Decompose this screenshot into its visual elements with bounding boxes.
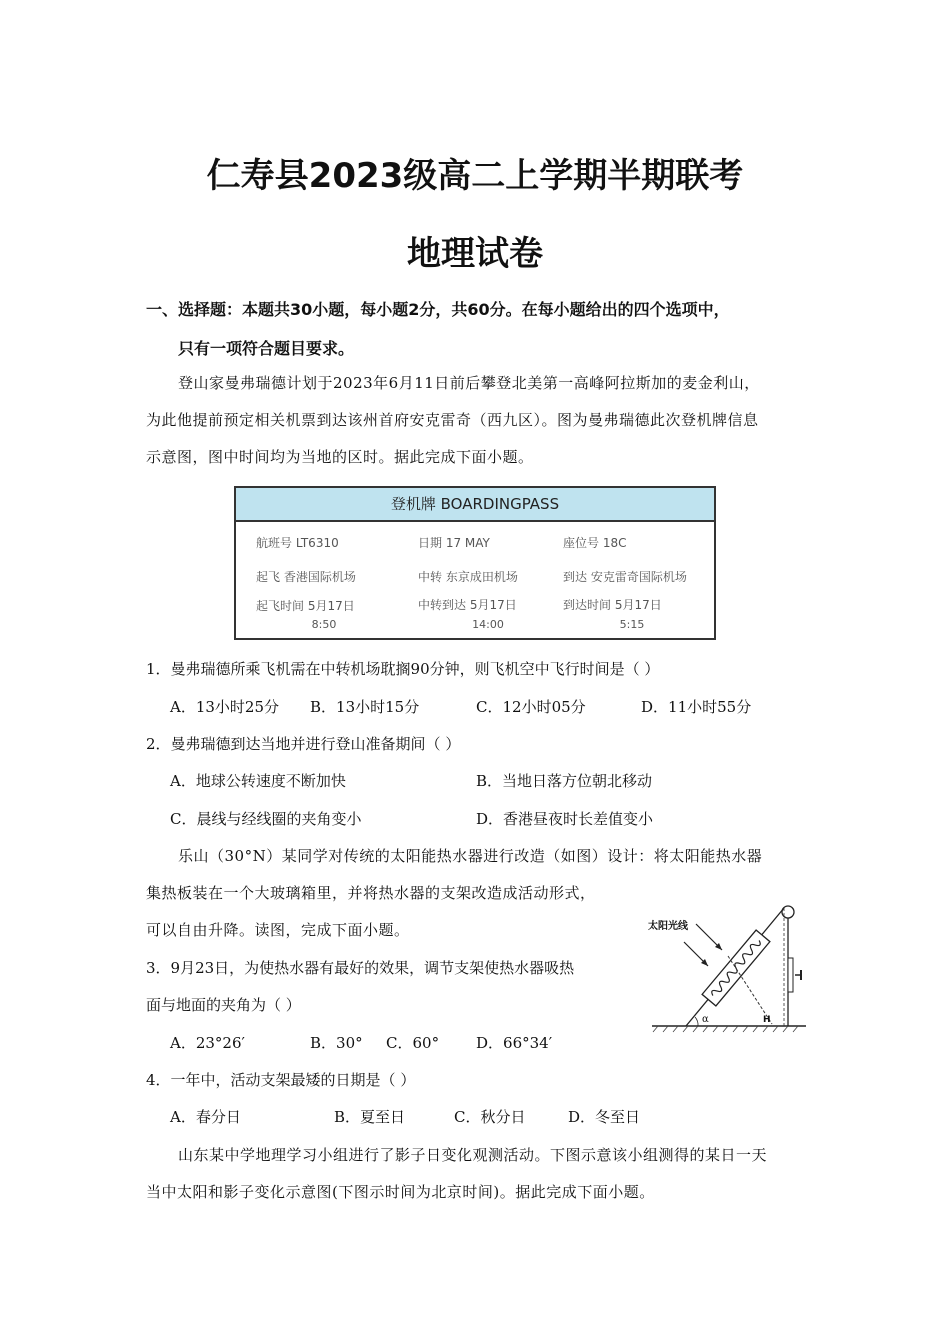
q1-option-d: D．11小时55分 — [641, 698, 752, 716]
passage1-line3: 示意图，图中时间均为当地的区时。据此完成下面小题。 — [146, 448, 534, 466]
depart-time: 8:50 — [311, 618, 337, 631]
depart-place: 起飞 香港国际机场 — [256, 570, 356, 584]
q2-stem: 2．曼弗瑞德到达当地并进行登山准备期间（ ） — [146, 735, 461, 753]
alpha-label: α — [702, 1014, 709, 1025]
exam-subtitle: 地理试卷 — [407, 234, 543, 274]
q2-option-d: D．香港昼夜时长差值变小 — [476, 810, 654, 828]
flight-number: 航班号 LT6310 — [256, 536, 339, 550]
solar-heater-diagram — [644, 898, 814, 1033]
section-heading-cont: 只有一项符合题目要求。 — [178, 339, 355, 358]
q3-stem-line2: 面与地面的夹角为（ ） — [146, 996, 301, 1014]
passage2-line3: 可以自由升降。读图，完成下面小题。 — [146, 921, 410, 939]
sun-ray-label: 太阳光线 — [648, 921, 688, 932]
passage1-line1: 登山家曼弗瑞德计划于2023年6月11日前后攀登北美第一高峰阿拉斯加的麦金利山， — [178, 374, 760, 392]
q4-option-c: C．秋分日 — [454, 1108, 526, 1126]
passage3-line1: 山东某中学地理学习小组进行了影子日变化观测活动。下图示意该小组测得的某日一天 — [178, 1146, 768, 1164]
q3-option-b: B．30° — [310, 1034, 363, 1052]
q1-option-c: C．12小时05分 — [476, 698, 586, 716]
transfer-time: 14:00 — [472, 618, 504, 631]
q4-option-d: D．冬至日 — [568, 1108, 641, 1126]
transfer-time-label: 中转到达 5月17日 — [418, 598, 517, 612]
passage2-line2: 集热板装在一个大玻璃箱里，并将热水器的支架改造成活动形式， — [146, 884, 596, 902]
arrive-time-label: 到达时间 5月17日 — [563, 598, 662, 612]
boarding-pass-figure — [234, 486, 716, 640]
flight-date: 日期 17 MAY — [418, 536, 490, 550]
q2-option-b: B．当地日落方位朝北移动 — [476, 772, 653, 790]
h-label: H — [763, 1015, 771, 1025]
seat-number: 座位号 18C — [563, 536, 627, 550]
q1-option-a: A．13小时25分 — [170, 698, 280, 716]
q3-stem-line1: 3．9月23日，为使热水器有最好的效果，调节支架使热水器吸热 — [146, 959, 575, 977]
q2-option-c: C．晨线与经线圈的夹角变小 — [170, 810, 362, 828]
boarding-pass-header: 登机牌 BOARDINGPASS — [236, 488, 714, 522]
q1-stem: 1．曼弗瑞德所乘飞机需在中转机场耽搁90分钟，则飞机空中飞行时间是（ ） — [146, 660, 660, 678]
q3-option-d: D．66°34′ — [476, 1034, 553, 1052]
transfer-place: 中转 东京成田机场 — [418, 570, 518, 584]
q4-option-b: B．夏至日 — [334, 1108, 406, 1126]
q4-option-a: A．春分日 — [170, 1108, 241, 1126]
q2-option-a: A．地球公转速度不断加快 — [170, 772, 346, 790]
depart-time-label: 起飞时间 5月17日 — [256, 599, 355, 613]
exam-title: 仁寿县2023级高二上学期半期联考 — [206, 156, 744, 196]
passage2-line1: 乐山（30°N）某同学对传统的太阳能热水器进行改造（如图）设计：将太阳能热水器 — [178, 847, 763, 865]
arrive-time: 5:15 — [619, 618, 645, 631]
q4-stem: 4．一年中，活动支架最矮的日期是（ ） — [146, 1071, 416, 1089]
arrive-place: 到达 安克雷奇国际机场 — [563, 570, 687, 584]
q3-option-a: A．23°26′ — [170, 1034, 245, 1052]
section-heading: 一、选择题：本题共30小题，每小题2分，共60分。在每小题给出的四个选项中， — [146, 300, 730, 319]
q1-option-b: B．13小时15分 — [310, 698, 420, 716]
passage3-line2: 当中太阳和影子变化示意图(下图示时间为北京时间)。据此完成下面小题。 — [146, 1183, 655, 1201]
passage1-line2: 为此他提前预定相关机票到达该州首府安克雷奇（西九区）。图为曼弗瑞德此次登机牌信息 — [146, 411, 759, 429]
q3-option-c: C．60° — [386, 1034, 440, 1052]
